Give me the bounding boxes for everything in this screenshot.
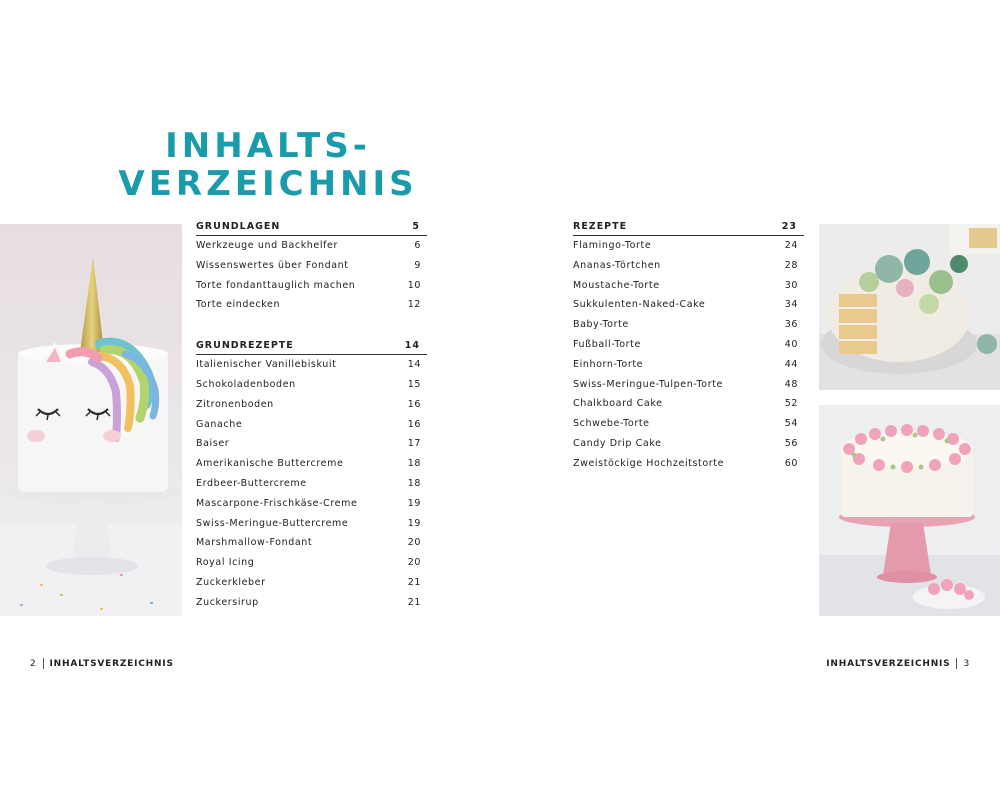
section-heading-page: 23 [781,221,797,232]
footer-label: INHALTSVERZEICHNIS [49,658,174,669]
tulip-cake-photo [819,405,1000,616]
toc-entry-label: Baby-Torte [573,319,629,331]
toc-entry-page: 10 [407,279,421,291]
toc-entry [573,434,804,454]
toc-entry [196,434,427,454]
toc-entry-page: 56 [784,437,798,449]
toc-entry-page: 19 [407,517,421,529]
toc-entry-label: Candy Drip Cake [573,437,662,449]
footer-page-number: 2 [30,658,37,669]
toc-entry-page: 19 [407,497,421,509]
toc-entry-label: Zitronenboden [196,398,274,410]
toc-section-heading [573,220,804,236]
succulent-naked-cake-photo [819,224,1000,390]
footer-right [826,658,970,669]
toc-entry-label: Chalkboard Cake [573,398,663,410]
toc-entry-page: 44 [784,358,798,370]
toc-entry-page: 34 [784,299,798,311]
toc-entry [573,295,804,315]
toc-entry-page: 40 [784,338,798,350]
toc-entry [196,256,427,276]
toc-entry [196,276,427,296]
toc-entry-label: Torte fondanttauglich machen [196,279,356,291]
toc-entry [196,553,427,573]
toc-entry-page: 16 [407,418,421,430]
toc-entry-page: 15 [407,378,421,390]
toc-entry [196,494,427,514]
toc-entry-label: Torte eindecken [196,299,281,311]
toc-entry-page: 36 [784,319,798,331]
toc-entry [196,355,427,375]
toc-entry-page: 28 [784,259,798,271]
toc-entry-label: Erdbeer-Buttercreme [196,477,307,489]
toc-entry [196,375,427,395]
section-heading-page: 5 [412,221,420,232]
toc-entry-page: 54 [784,418,798,430]
toc-entry-label: Zweistöckige Hochzeitstorte [573,457,725,469]
toc-section-heading [196,220,427,236]
toc-entry-page: 20 [407,537,421,549]
toc-entry-label: Schwebe-Torte [573,418,650,430]
toc-section-heading [196,339,427,355]
toc-entry-page: 21 [407,576,421,588]
footer-left [30,658,174,669]
toc-entry-label: Sukkulenten-Naked-Cake [573,299,706,311]
toc-entry [573,454,804,474]
toc-entry-label: Amerikanische Buttercreme [196,458,344,470]
toc-entry-label: Marshmallow-Fondant [196,537,313,549]
toc-entry-page: 20 [407,557,421,569]
toc-entry-page: 60 [784,457,798,469]
toc-entry-label: Moustache-Torte [573,279,660,291]
toc-entry-label: Fußball-Torte [573,338,641,350]
toc-entry [573,355,804,375]
toc-entry [573,375,804,395]
toc-entry-label: Italienischer Vanillebiskuit [196,359,337,371]
toc-entry-page: 6 [414,240,421,251]
toc-entry [196,395,427,415]
toc-section-grundrezepte [196,339,427,612]
toc-entry-page: 18 [407,458,421,470]
toc-entry [196,454,427,474]
toc-entry-label: Swiss-Meringue-Buttercreme [196,517,349,529]
toc-entry [196,474,427,494]
toc-entry [573,236,804,256]
section-heading-label: GRUNDREZEPTE [196,340,294,352]
toc-entry-label: Ananas-Törtchen [573,259,661,271]
title-line-1: INHALTS- [165,126,371,166]
section-heading-page: 14 [404,340,420,352]
toc-entry-label: Werkzeuge und Backhelfer [196,240,338,251]
section-heading-label: GRUNDLAGEN [196,221,281,232]
toc-entry [196,533,427,553]
page-title [118,127,418,203]
toc-entry-label: Einhorn-Torte [573,358,644,370]
footer-divider [956,658,957,669]
toc-entry-page: 17 [407,438,421,450]
toc-entry [196,593,427,613]
toc-entry [573,335,804,355]
toc-left-column [196,220,427,637]
toc-entry [573,276,804,296]
footer-divider [43,658,44,669]
toc-entry-label: Schokoladenboden [196,378,296,390]
toc-entry-label: Zuckersirup [196,596,259,608]
toc-entry [573,315,804,335]
toc-entry-page: 30 [784,279,798,291]
toc-entry-page: 9 [414,259,421,271]
toc-entry-label: Mascarpone-Frischkäse-Creme [196,497,358,509]
toc-entry-label: Royal Icing [196,557,255,569]
toc-entry [196,573,427,593]
toc-entry [573,256,804,276]
footer-page-number: 3 [963,658,970,669]
toc-right-column [573,220,804,498]
toc-entry [573,394,804,414]
toc-entry-page: 48 [784,378,798,390]
toc-section-rezepte [573,220,804,474]
toc-section-grundlagen [196,220,427,315]
title-line-2: VERZEICHNIS [118,164,418,204]
toc-entry-label: Ganache [196,418,243,430]
toc-entry [196,295,427,315]
toc-entry-page: 21 [407,596,421,608]
toc-entry-label: Wissenswertes über Fondant [196,259,349,271]
toc-entry-page: 12 [407,299,421,311]
toc-entry [196,514,427,534]
toc-entry-label: Zuckerkleber [196,576,266,588]
toc-entry-page: 14 [407,359,421,371]
toc-entry-page: 52 [784,398,798,410]
toc-entry-label: Flamingo-Torte [573,240,652,251]
toc-entry-label: Baiser [196,438,230,450]
toc-entry-page: 24 [784,240,798,251]
footer-label: INHALTSVERZEICHNIS [826,658,951,669]
toc-entry-page: 18 [407,477,421,489]
toc-entry-label: Swiss-Meringue-Tulpen-Torte [573,378,723,390]
toc-entry [196,415,427,435]
toc-entry-page: 16 [407,398,421,410]
section-heading-label: REZEPTE [573,221,628,232]
toc-entry [573,414,804,434]
toc-entry [196,236,427,256]
unicorn-cake-photo [0,224,182,616]
